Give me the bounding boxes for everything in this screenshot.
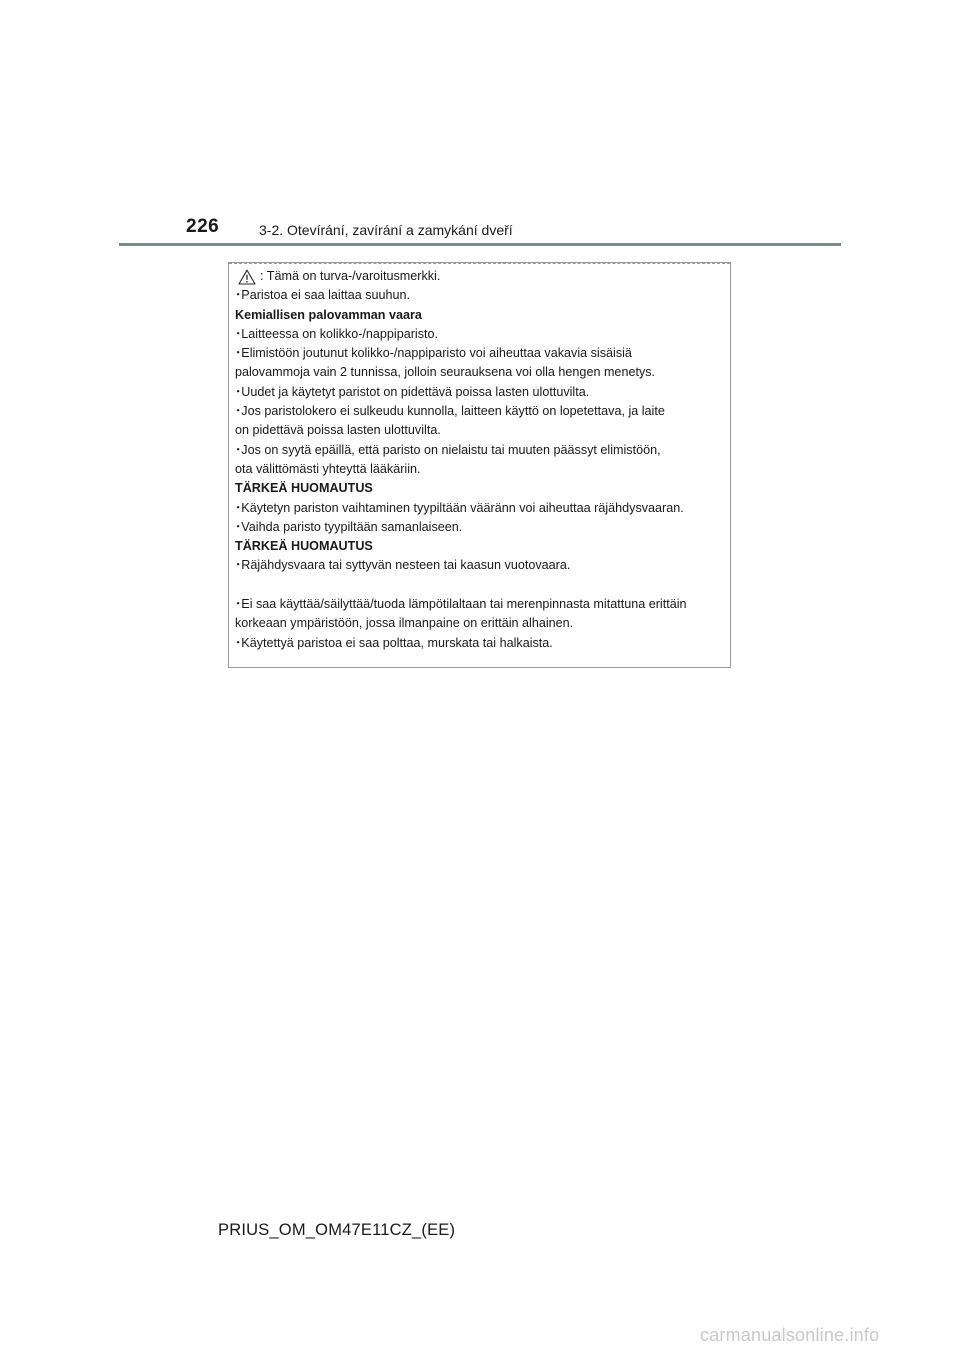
warning-triangle-icon	[238, 269, 256, 285]
notice-line: ･Paristoa ei saa laittaa suuhun.	[235, 288, 411, 303]
notice-line: ･Jos on syytä epäillä, että paristo on nielaistu tai muuten päässyt elimistöön,	[235, 442, 661, 457]
document-code: PRIUS_OM_OM47E11CZ_(EE)	[218, 1221, 456, 1239]
notice-heading: TÄRKEÄ HUOMAUTUS	[235, 539, 373, 554]
header-divider	[119, 243, 841, 246]
notice-line-text: : Tämä on turva-/varoitusmerkki.	[260, 269, 441, 283]
notice-line: on pidettävä poissa lasten ulottuvilta.	[235, 423, 441, 438]
warning-notice-box	[228, 262, 731, 668]
page-number: 226	[186, 216, 220, 237]
section-title: 3-2. Otevírání, zavírání a zamykání dveří	[259, 222, 513, 238]
notice-line: ･Käytetyn pariston vaihtaminen tyypiltään vääränn voi aiheuttaa räjähdysvaaran.	[235, 500, 684, 515]
notice-line: ･Jos paristolokero ei sulkeudu kunnolla, laitteen käyttö on lopetettava, ja laite	[235, 404, 665, 419]
notice-heading: TÄRKEÄ HUOMAUTUS	[235, 481, 373, 496]
page-header	[0, 0, 960, 280]
notice-top-dashed-border	[229, 263, 730, 264]
notice-line: ･Laitteessa on kolikko-/nappiparisto.	[235, 326, 439, 341]
watermark-text: carmanualsonline.info	[700, 1325, 880, 1345]
notice-line: ･Uudet ja käytetyt paristot on pidettävä poissa lasten ulottuvilta.	[235, 384, 590, 399]
notice-line: ･Käytettyä paristoa ei saa polttaa, murskata tai halkaista.	[235, 635, 553, 650]
notice-content	[235, 267, 727, 653]
notice-line: ota välittömästi yhteyttä lääkäriin.	[235, 461, 421, 476]
notice-line: palovammoja vain 2 tunnissa, jolloin seurauksena voi olla hengen menetys.	[235, 365, 656, 380]
notice-line: ･Vaihda paristo tyypiltään samanlaiseen.	[235, 519, 463, 534]
notice-line: ･Ei saa käyttää/säilyttää/tuoda lämpötilaltaan tai merenpinnasta mitattuna erittäin	[235, 597, 687, 612]
notice-line: korkeaan ympäristöön, jossa ilmanpaine on erittäin alhainen.	[235, 616, 574, 631]
notice-heading: Kemiallisen palovamman vaara	[235, 307, 422, 322]
notice-spacer	[235, 576, 727, 595]
notice-line: ･Elimistöön joutunut kolikko-/nappiparisto voi aiheuttaa vakavia sisäisiä	[235, 346, 632, 361]
notice-line: ･Räjähdysvaara tai syttyvän nesteen tai kaasun vuotovaara.	[235, 558, 571, 573]
notice-line-symbol	[235, 267, 727, 286]
